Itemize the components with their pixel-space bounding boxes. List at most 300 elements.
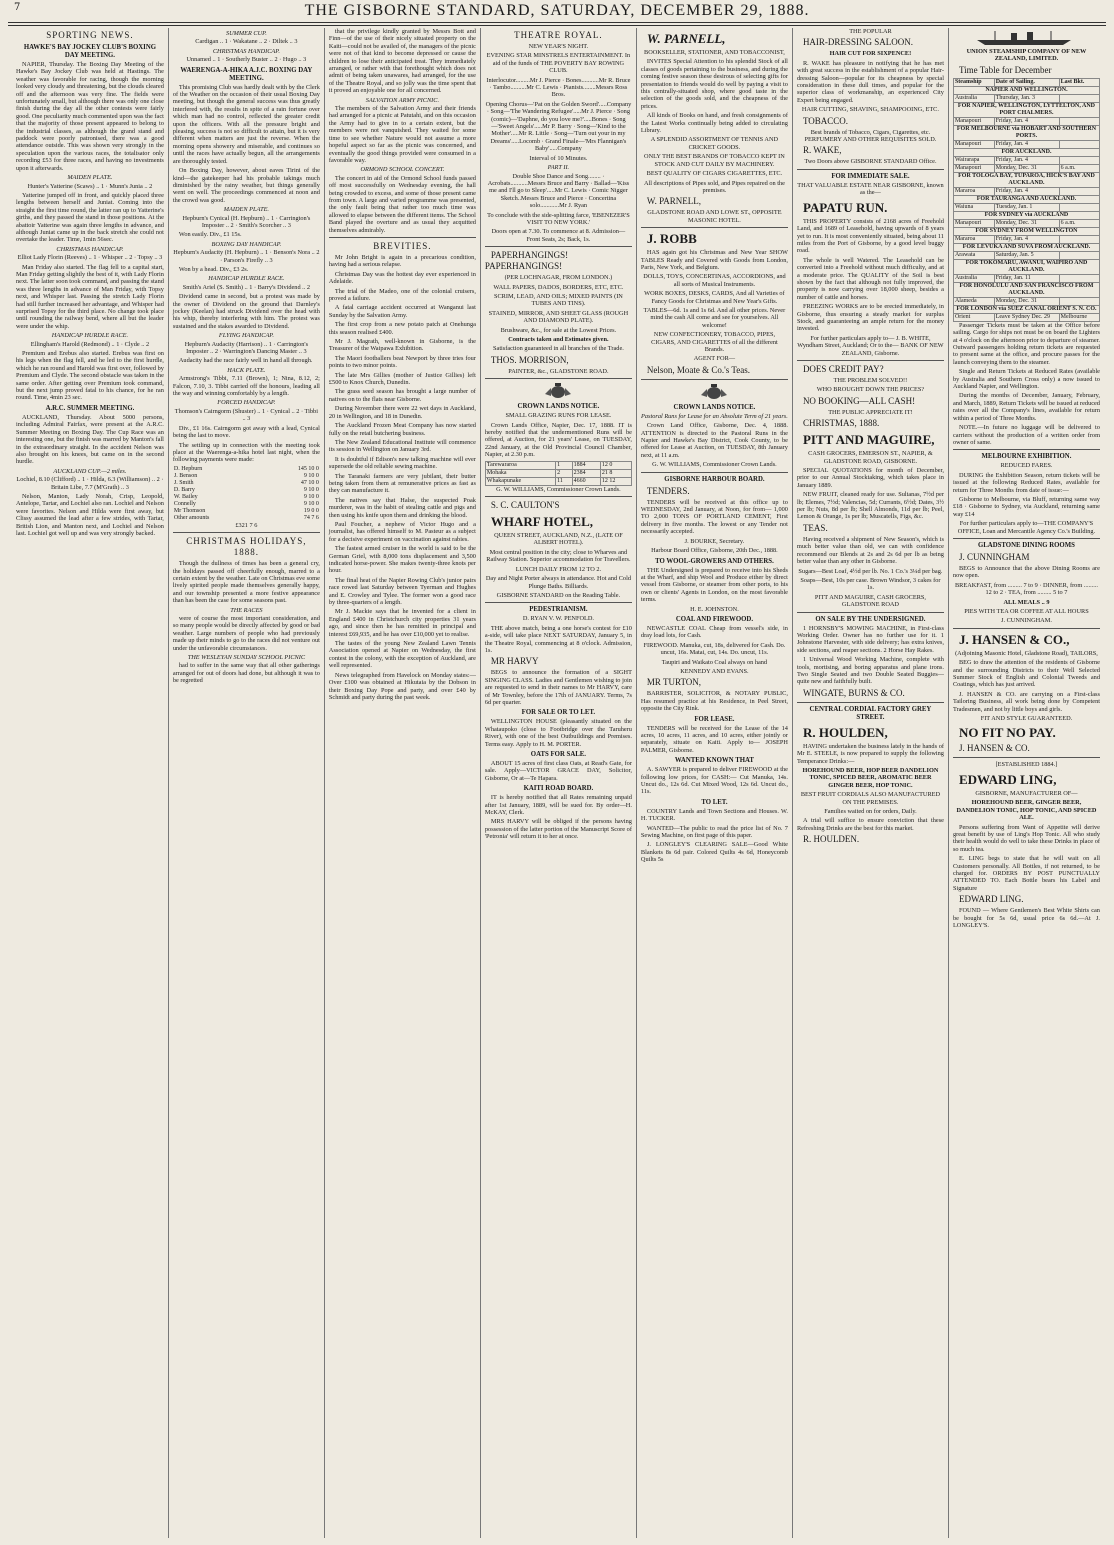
crown-lands-heading: CROWN LANDS NOTICE. — [517, 403, 600, 411]
forsale-heading: FOR SALE OR TO LET. — [521, 709, 596, 717]
timetable-route-row — [953, 102, 1099, 117]
amount-cell: 47 10 0 — [300, 479, 319, 486]
masthead-rule-2 — [8, 25, 1106, 26]
heading-arc-meeting: A.R.C. SUMMER MEETING. — [45, 404, 135, 412]
cordial-heading: CENTRAL CORDIAL FACTORY GREY STREET. — [809, 705, 932, 721]
article-text: had to suffer in the same way that all other gatherings arranged for out of doors had done, but although it was to be regretted — [172, 662, 320, 685]
timetable-text: Passenger Tickets must be taken at the Office before sailing. Cargo for ships not must be on board the Lighters at 4 o'clock on the afternoon prior to departure of steamer. Outward passengers holding return tickets are requested to present same at the office, and procure passes for the launch conveying them to the steamer. — [952, 321, 1100, 366]
timetable-header-row — [953, 78, 1099, 86]
timetable-row — [953, 313, 1099, 321]
houlden-text: HAVING undertaken the business lately in the hands of Mr E. STEELE, is now prepared to supply the following Temperance Drinks:— — [796, 742, 944, 765]
timetable-heading: Time Table for December — [958, 64, 1052, 75]
forsale-text: WELLINGTON HOUSE (pleasantly situated on the Whataupoko (close to Footbridge over the Taruheru River), with one of the best Outbuildings and Premises. Terms easy. Apply to H. M. PORTER. — [484, 718, 632, 748]
brevity-item: The tastes of the young New Zealand Lawn Tennis Association opened at Napier on Wednesday, the first contest in the colony, with the exception of Auckland, are well represented. — [328, 640, 476, 670]
brevity-item: Mr J. Magrath, well-known in Gisborne, is the Treasurer of the Waipawa Exhibition. — [328, 338, 476, 353]
wake-sign: R. WAKE, — [802, 145, 842, 156]
timetable-route: FOR TOKOMARU, AWANUI, WAIPIRO AND AUCKLAND. — [953, 259, 1099, 274]
timetable-route-row — [953, 243, 1099, 251]
melbourne-heading: MELBOURNE EXHIBITION. — [981, 453, 1072, 461]
timetable-route: FOR TAURANGA AND AUCKLAND. — [953, 195, 1099, 203]
pedestrianism-text: THE above match, being a one horse's contest for £10 a-side, will take place NEXT SATURDAY, January 5, in the Theatre Royal, commencing at 8 o'clock. Admission, 1s. — [484, 624, 632, 654]
hansen-sign: J. HANSEN & CO. — [958, 743, 1030, 754]
divider — [953, 449, 1100, 450]
longley-text: J. LONGLEY'S CLEARING SALE—Good White Blankets 8s 6d pair. Colored Quilts 4s 6d, Honeycomb Quilts 5s — [640, 841, 788, 864]
column-shipping — [948, 28, 1104, 1538]
harbour-text: TENDERS will be received at this office up to WEDNESDAY, 2nd January, at Noon, for from— 1,000 TO 2,000 TONS OF PORTLAND CEMENT, First delivery in five months. The lowest or any Tender not necessarily accepted. — [640, 498, 788, 536]
sale-sub: THAT VALUABLE ESTATE NEAR GISBORNE, known as the— — [797, 181, 944, 197]
papatu-text: FREEZING WORKS are to be erected immediately, in Gisborne, thus ensuring a steady market for surplus Stock, and guaranteeing an ample return for the money invested. — [796, 303, 944, 333]
robb-line: TABLES—6d. 1s and 1s 6d. And all other prices. Never mind the cash All come and see for yourselves. All welcome! — [643, 306, 786, 329]
timetable-cell: Manapouri — [953, 117, 994, 125]
timetable-cell: Orient — [953, 313, 994, 321]
timetable-cell: Monday, Dec. 31 — [994, 297, 1059, 305]
kaiti-text-2: MRS HARVY will be obliged if the persons having possession of the latter portion of the Manuscript Score of 'Petronia' will return it to her at once. — [484, 818, 632, 841]
crown-lands-heading: CROWN LANDS NOTICE. — [673, 403, 756, 411]
article-text: Audacity had the race fairly well in hand all through. — [178, 357, 313, 365]
cordials-line: BEST FRUIT CORDIALS ALSO MANUFACTURED ON THE PREMISES. — [800, 791, 941, 806]
ling-text: Persons suffering from Want of Appetite will derive great benefit by use of Ling's Hop Tonic. All who study their health would do well to take these Drinks in place of so much tea. — [952, 823, 1100, 853]
article-text: Won by a head. Div., £3 2s. — [178, 265, 249, 273]
popular-line: THE POPULAR — [849, 28, 892, 35]
column-theatre-notices — [480, 28, 636, 1538]
race-heading: FORCED HANDICAP. — [217, 399, 276, 407]
sixpence-line: HAIR CUT FOR SIXPENCE! — [829, 50, 912, 58]
heading-brevities: BREVITIES. — [373, 240, 432, 251]
race-heading: HANDICAP HURDLE RACE. — [51, 332, 129, 340]
theatre-date: NEW YEAR'S NIGHT. — [528, 43, 589, 50]
timetable-cell — [1059, 140, 1099, 148]
timetable-row — [953, 297, 1099, 305]
timetable-cell: Friday, Jan. 4 — [994, 140, 1059, 148]
payment-row — [173, 494, 320, 501]
section-heading: THE WESLEYAN SUNDAY SCHOOL PICNIC — [187, 654, 306, 661]
brevity-item: It is doubtful if Edison's new talking machine will ever supersede the old reliable sewing machine. — [328, 455, 476, 471]
column-wake-pitt — [792, 28, 948, 1538]
brevity-item: Paul Foucher, a nephew of Victor Hugo and a journalist, has offered himself to M. Pasteur as a subject for a decisive experiment on vaccination against rabies. — [328, 520, 476, 543]
amount-cell: 145 10 0 — [297, 465, 319, 472]
timetable-cell: Mararoa — [953, 235, 994, 243]
run-row — [485, 461, 631, 469]
payee-cell: W. Bailey — [173, 493, 198, 500]
wanted-text: A. SAWYER is prepared to deliver FIREWOOD at the following low prices, for CASH:— Cut Manuka, 14s. Uncut do., 12s 6d. Cut Mixed Wood, 12s 6d. Uncut do., 11s. — [640, 766, 788, 796]
race-result: Thomson's Cairngorm (Shuster) .. 1 · Cynical .. 2 · Tibbi .. 3 — [174, 407, 318, 423]
brevity-item: The Taranaki farmers are very jubilant, their butter being taken from them at remunerative prices as fast as they can manufacture it. — [328, 472, 476, 495]
timetable-cell: Monday, Dec. 31 — [994, 219, 1059, 227]
drinks-list: HOREHOUND BEER, HOP BEER DANDELION TONIC, SPICED BEER, AROMATIC BEER GINGER BEER, HOP TONIC. — [802, 767, 939, 789]
coal-heading: COAL AND FIREWOOD. — [675, 615, 754, 623]
divider — [953, 628, 1100, 629]
paperhangings-sub: (PER LOCHNAGAR, FROM LONDON.) — [504, 274, 613, 282]
saloon-heading: HAIR-DRESSING SALOON. — [802, 37, 913, 48]
timetable-row — [953, 140, 1099, 148]
timetable-cell: 6 a.m. — [1059, 219, 1099, 227]
parnell-text: All kinds of Books on hand, and fresh consignments of the Latest Works continually being added to circulating Library. — [640, 112, 788, 135]
timetable-route-row — [953, 227, 1099, 235]
race-heading: CHRISTMAS HANDICAP. — [212, 47, 280, 55]
teas-heading: TEAS. — [802, 522, 828, 533]
divider — [641, 227, 788, 228]
timetable-cell: 6 a.m. — [1059, 164, 1099, 172]
wanted-text-2: WANTED—The public to read the price list of No. 7 Sewing Machine, on first page of this paper. — [640, 824, 788, 840]
melbourne-sign: For further particulars apply to—THE COMPANY'S OFFICE, Loan and Mercantile Agency Co.'s Building. — [957, 520, 1096, 535]
payments-table — [173, 466, 320, 522]
ling-sign: EDWARD LING. — [958, 894, 1024, 905]
brevity-item: The fastest armed cruiser in the world is said to be the German Griel, with 8,000 tons displacement and 3,500 indicated horse-power. She makes twenty-three knots per hour. — [328, 545, 476, 575]
meal-times: BREAKFAST, from ......... 7 to 9 · DINNER, from ......... 12 to 2 · TEA, from ......... 5 to 7 — [954, 581, 1098, 597]
article-text: that the privilege kindly granted by Messrs Bott and Finn—of the use of their nicely situated property on the Kaiti—could not be availed of, the managers of the picnic were not of that kind to become depressed or cause the children to lose their anticipated treat. They immediately arranged, or rather with that forethought which does not admit of being taken unawares, had arranged, for the use of the Theatre Royal, and so jolly was the time spent that it proved an enjoyable one for all concerned. — [328, 28, 476, 95]
column-racing-holidays — [168, 28, 324, 1538]
timetable-route: FOR SYDNEY via AUCKLAND — [953, 211, 1099, 219]
payee-cell: Mr Thomson — [173, 507, 206, 514]
pitt-text: Having received a shipment of New Season's, which is much better value than old, we can with confidence recommend our Blends at 2s and 2s 6d per lb as being better value than any other in Gisborne. — [796, 535, 944, 566]
race-heading: MAIDEN PLATE. — [67, 174, 113, 182]
brevity-item: The Maori footballers beat Newport by three tries four points to two minor points. — [328, 354, 476, 370]
parnell-line: All descriptions of Pipes sold, and Pipes repaired on the premises. — [643, 179, 785, 194]
run-cell: 12 0 — [600, 461, 631, 469]
timetable-cell: Leave Sydney Dec. 29 — [994, 313, 1059, 321]
payee-cell: J. Benson — [173, 472, 198, 479]
amount-cell: 19 0 0 — [303, 507, 319, 514]
royal-crest-icon — [699, 383, 729, 401]
run-cell: 2 — [556, 469, 573, 477]
timetable-route-row — [953, 282, 1099, 297]
timetable-row — [953, 117, 1099, 125]
payee-cell: Other amounts — [173, 514, 210, 521]
column-brevities — [324, 28, 480, 1538]
credit-line: WHO BROUGHT DOWN THE PRICES? — [816, 386, 925, 394]
runs-table — [485, 461, 632, 486]
parnell-sign: W. PARNELL, — [646, 196, 702, 207]
pitt-text: NEW FRUIT, cleaned ready for use. Sultanas, 7½d per lb; Elemes, 7½d; Valencias, 5d; Currants, 6½d; Dates, 3½ per lb; Nuts, 8d per lb; Shell Almonds, 11d per lb; Peel, Lemon & Orange, 1s per lb; Muscatells, Figs, &c. — [796, 491, 944, 521]
article-text: Nelson, Manton, Lady Norah, Crisp, Leopold, Antelope, Tartar, and Lochiel also ran. Lochiel and Nelson were favorites. Nelson and Hilda were first away, but Clissy assumed the lead after a few strides, with Tartar, British Lion, and Manton next, and Lochiel and Nelson last. Lochiel got well up and was very strongly backed. — [16, 492, 164, 537]
wool-text: THE Undersigned is prepared to receive into his Sheds at the Wharf, and ship Wool and Produce either by direct vessel from Gisborne, or steamer from other ports, to his own or clients' Agents in London, on the most favorable terms. — [640, 566, 788, 604]
amount-cell: 74 7 6 — [303, 514, 319, 521]
wanted-heading: WANTED KNOWN THAT — [674, 757, 754, 765]
crown-lands-text: Crown Land Office, Gisborne, Dec. 4, 1888. ATTENTION is directed to the Pastoral Runs in the Napier and Hawke's Bay District, Cook County, to be offered for Lease at Auction, on TUESDAY, 8th January next, at 11 a.m. — [640, 422, 788, 459]
article-text: Div., £1 16s. Cairngorm got away with a lead, Cynical being the last to move. — [172, 424, 320, 440]
tobacco-heading: TOBACCO. — [802, 115, 849, 126]
timetable-route: FOR LEVUKA AND SUVA FROM AUCKLAND. — [953, 243, 1099, 251]
payment-row — [173, 487, 320, 494]
ling-name: EDWARD LING, — [958, 771, 1057, 787]
parnell-addr: GLADSTONE ROAD AND LOWE ST., OPPOSITE MASONIC HOTEL. — [647, 209, 782, 224]
pitt-line: Sugars—Best Loaf, 4½d per lb. No. 1 Co.'s 3¼d per bag. — [798, 567, 943, 575]
brevity-item: News telegraphed from Havelock on Monday states:—Over £100 was obtained at Hikutaia by the Dobson in their Boxing Day Pope and party, and over £40 by Schmidt and party during the past week. — [328, 671, 476, 701]
hansen-text: BEG to draw the attention of the residents of Gisborne and the surrounding Districts to their Well Selected Summer Stock of English and Colonial Tweeds and Coatings, which has just arrived. — [952, 659, 1100, 689]
race-result: Hunter's Yatterine (Scaws) .. 1 · Munn's Junia .. 2 — [27, 182, 153, 190]
timetable-row — [953, 156, 1099, 164]
ad-line: STAINED, MIRROR, AND SHEET GLASS (ROUGH AND DIAMOND PLATE). — [488, 309, 629, 325]
coal-text: NEWCASTLE COAL Cheap from vessel's side, in dray load lots, for Cash. — [640, 624, 788, 640]
kaiti-heading: KAITI ROAD BOARD. — [523, 785, 594, 793]
payments-total: £321 7 6 — [235, 521, 258, 529]
timetable-cell: Friday, Jan. 4 — [994, 156, 1059, 164]
article-text: On Boxing Day, however, about eaves Tirini of the kind—the gatekeeper had his probable takings much diminished by the rainy weather, but things generally went on well. The proceedings commenced at noon and the crowd was good. — [172, 167, 320, 204]
crown-lands-sub: SMALL GRAZING RUNS FOR LEASE. — [505, 412, 612, 420]
brevity-item: Mr John Bright is again in a precarious condition, having had a serious relapse. — [328, 253, 476, 269]
divider — [797, 360, 944, 361]
ling-sub: GISBORNE, MANUFACTURER OF— — [975, 789, 1078, 797]
crown-lands-sign: G. W. WILLIAMS, Commissioner Crown Lands. — [496, 485, 621, 493]
harbour-addr: Harbour Board Office, Gisborne, 20th Dec., 1888. — [651, 547, 778, 555]
divider — [485, 496, 632, 497]
run-cell: 1884 — [572, 461, 600, 469]
section-heading: THE RACES — [230, 606, 263, 614]
divider — [485, 602, 632, 603]
payment-row — [173, 466, 320, 473]
brevity-item: The Auckland Frozen Meat Company has now started fully on the retail butchering business. — [328, 422, 476, 437]
payment-row — [173, 473, 320, 480]
lunch-line: LUNCH DAILY FROM 12 TO 2. — [515, 565, 602, 573]
timetable-cell: Mararoa — [953, 187, 994, 195]
divider — [641, 379, 788, 380]
amount-cell: 9 10 0 — [303, 493, 319, 500]
timetable-table — [953, 78, 1100, 322]
divider — [641, 472, 788, 473]
oats-heading: OATS FOR SALE. — [530, 751, 587, 758]
timetable-cell — [1059, 235, 1099, 243]
papatu-sign: For further particulars apply to— J. B. WHITE, Wyndham Street, Auckland; Or to the— BANK OF NEW ZEALAND, Gisborne. — [797, 334, 944, 357]
timetable-row — [953, 187, 1099, 195]
harvey-text: BEGS to announce the formation of a SIGHT SINGING CLASS. Ladies and Gentlemen wishing to join are requested to send in their names to Mr HARVY, care of Mr Townley, before the 17th of JANUARY. Terms, 7s 6d per quarter. — [484, 669, 632, 706]
timetable-cell: Last Bkt. — [1059, 78, 1099, 86]
race-heading: SUMMER CUP. — [225, 30, 267, 37]
divider — [797, 612, 944, 613]
timetable-cell — [1059, 187, 1099, 195]
timetable-cell: Tuesday, Jan. 1 — [994, 203, 1059, 211]
harvey-heading: MR HARVY — [490, 656, 539, 667]
brevity-item: A fatal carriage accident occurred at Wanganui last Sunday by the Salvation Army. — [328, 304, 476, 319]
papatu-heading: PAPATU RUN. — [802, 199, 888, 215]
timetable-cell: Saturday, Jan. 5 — [994, 251, 1059, 259]
steamship-icon — [971, 30, 1081, 46]
payment-row — [173, 508, 320, 515]
melbourne-text: DURING the Exhibition Season, return tickets will be issued at the following Reduced Rates, available for return for Three Months from date of issue:— — [952, 471, 1100, 494]
hansen-text: J. HANSEN & CO. are carrying on a First-class Tailoring Business, all work being done by Competent Tradesmen, and not by little boys and girls. — [952, 690, 1100, 713]
melbourne-fares: Gisborne to Melbourne, via Bluff, returning same way £18 · Gisborne to Sydney, via Auckland, returning same way £14 — [952, 495, 1100, 518]
christmas-line: CHRISTMAS, 1888. — [802, 418, 880, 429]
oats-text: ABOUT 15 acres of first class Oats, at Read's Gate, for sale. Apply—VICTOR GRACE DAY, Solicitor, Gisborne, Or at—Te Hapara. — [484, 760, 632, 782]
amount-cell: 9 10 0 — [303, 486, 319, 493]
pitt-sub: CASH GROCERS, EMERSON ST., NAPIER, & GLADSTONE ROAD, GISBORNE. — [808, 450, 933, 465]
timetable-route: FOR TOLOGA BAY, TUPAROA, HICK'S BAY AND AUCKLAND. — [953, 172, 1099, 187]
brevity-item: During November there were 22 wet days in Auckland, 20 in Wellington, and 18 in Dunedin. — [328, 405, 476, 420]
papatu-text: The whole is well Watered. The Leasehold can be converted into a Freehold without much difficulty, and at a moderate price. The QUALITY of the Soil is best shown by the fact that although not fully improved, the property is now carrying over 18,000 sheep, besides a number of cattle and horses. — [796, 256, 944, 301]
timetable-cell: Steamship — [953, 78, 994, 86]
coal-sign: KENNEDY AND EVANS. — [680, 667, 749, 675]
heading-hawkes-bay: HAWKE'S BAY JOCKEY CLUB'S BOXING DAY MEETING. — [23, 44, 157, 59]
brevity-item: The New Zealand Educational Institute will commence its session in Wellington on January 3rd. — [328, 438, 476, 454]
timetable-row — [953, 164, 1099, 172]
wake-services: HAIR CUTTING, SHAVING, SHAMPOOING, ETC. — [801, 106, 939, 114]
run-cell: Mohaka — [485, 469, 555, 477]
timetable-cell — [1059, 94, 1099, 102]
lease-text: TENDERS will be received for the Lease of the 14 acres, 10 acres, 11 acres, and 10 acres, either jointly or separately, situate on Kaiti. Apply to— JOSEPH PALMER, Gisborne. — [640, 724, 788, 754]
heading-christmas-holidays: CHRISTMAS HOLIDAYS, 1888. — [186, 536, 307, 558]
timetable-cell: Australia — [953, 94, 994, 102]
harbour-heading: GISBORNE HARBOUR BOARD. — [664, 475, 765, 483]
run-cell: 11 — [556, 477, 573, 485]
morrison-sub: PAINTER, &c., GLADSTONE ROAD. — [508, 367, 609, 375]
article-text: Though the dullness of times has been a general cry, the holidays passed off cheerfully enough, marred to a certain extent by the weather. Late on Christmas eve some lively spirited people made themselves generally happy, and our township presented a more festive appearance than has been the case for some seasons past. — [172, 560, 320, 605]
robb-line: DOLLS, TOYS, CONCERTINAS, ACCORDIONS, and all sorts of Musical Instruments. — [643, 273, 786, 288]
section-heading: ORMOND SCHOOL CONCERT. — [360, 166, 445, 174]
timetable-cell — [1059, 156, 1099, 164]
timetable-cell: Manapouri — [953, 219, 994, 227]
found-text: FOUND — Where Gentlemen's Best White Shirts can be bought for 5s 6d, usual price 6s 6d.—At J. LONGLEY'S. — [952, 907, 1100, 929]
union-heading: UNION STEAMSHIP COMPANY OF NEW ZEALAND, LIMITED. — [966, 48, 1087, 63]
heading-waerenga-meeting: WAERENGA-A-HIKA A.J.C. BOXING DAY MEETING. — [180, 66, 313, 82]
article-text: Premium and Erebus also started. Erebus was first on his legs when the flag fell, and he led to the first hurdle, which he ran round and Harold was first over, followed by Premium and Clyde. The second obstacle was taken in the same order. After getting over Premium took command, but the next jump proved fatal to his chance, for he ran round. Time, 4min 23 sec. — [16, 350, 164, 402]
timetable-cell: Australia — [953, 274, 994, 282]
firewood-text: FIREWOOD. Manuka, cut, 18s, delivered for Cash. Do. uncut, 16s. Matai, cut, 14s. Do. uncut, 11s. — [643, 641, 786, 657]
sale2-heading: ON SALE BY THE UNDERSIGNED. — [815, 615, 926, 623]
timetable-route-row — [953, 211, 1099, 219]
article-text: This promising Club was hardly dealt with by the Clerk of the Weather on the occasion of their usual Boxing Day meeting, but though the general success was thus greatly interfered with, the results in spite of a rain fortune over which man had no control, reflected the greater credit upon the officers. With all the pressure bright and pleasing, success is not so difficult to attain, but it is very different when matters are just the reverse. When the morning opens showery and miserable, and continues so until the races have actually begun, all the arrangements are thoroughly tested. — [172, 83, 320, 165]
tenders-heading: TENDERS. — [646, 485, 690, 496]
robb-agent: AGENT FOR— — [693, 355, 736, 363]
parnell-text: INVITES Special Attention to his splendid Stock of all classes of goods pertaining to the business, and during the coming festive season these desirous of selecting gifts for presentation to friends would do well by paying a visit to this centrally-situated shop, where good taste in the selection of the goods sold, and the cheapness of the prices. — [640, 58, 788, 110]
timetable-route: NAPIER AND WELLINGTON. — [953, 86, 1099, 94]
papatu-text: THIS PROPERTY consists of 2168 acres of Freehold Land, and 1689 of Leasehold, having upwards of 8 years yet to run. It is most conveniently situated, being about 11 miles from the Port of Gisborne, by a good level buggy road. — [796, 217, 944, 255]
timetable-route: FOR HONOLULU AND SAN FRANCISCO FROM AUCKLAND. — [953, 282, 1099, 297]
theatre-finale: To conclude with the side-splitting farce, 'EBENEZER'S VISIT TO NEW YORK.' — [487, 211, 630, 226]
timetable-route: FOR AUCKLAND. — [953, 148, 1099, 156]
ling-products: HOREHOUND BEER, GINGER BEER, DANDELION TONIC, HOP TONIC, AND SPICED ALE. — [956, 799, 1097, 822]
hansen-name: J. HANSEN & CO., — [958, 631, 1070, 647]
race-heading: FLYING HANDICAP. — [218, 332, 274, 340]
timetable-route-row — [953, 172, 1099, 187]
divider — [329, 237, 476, 238]
pedestrianism-sub: D. RYAN V. W. PENFOLD. — [522, 615, 594, 623]
article-text: AUCKLAND, Thursday. About 5000 persons, including Admiral Fairfax, were present at the A.R.C. Summer Meeting on Boxing Day. The Cup Race was an interesting one, but the finish was marred by Manton's fall in the extraordinary straight. In the accident Nelson was also brought on his knees, but came on in the second hurdle. — [16, 413, 164, 466]
robb-name: J. ROBB — [646, 231, 697, 247]
brevity-item: Christmas Day was the hottest day ever experienced in Adelaide. — [328, 270, 476, 286]
run-cell: 2384 — [572, 469, 600, 477]
timetable-cell: Friday, Jan. 4 — [994, 235, 1059, 243]
nofit-line: NO FIT NO PAY. — [958, 725, 1056, 741]
timetable-route-row — [953, 305, 1099, 313]
brevity-item: The natives say that Halse, the suspected Poak murderer, was in the habit of stealing cattle and pigs and then using his knife upon them and drinking the blood. — [328, 496, 476, 519]
harbour-sign: J. BOURKE, Secretary. — [684, 537, 745, 545]
kaiti-text: IT is hereby notified that all Rates remaining unpaid after 1st January, 1889, will be sued for. By order—H. McKAY, Clerk. — [484, 794, 632, 817]
wake-text: R. WAKE has pleasure in notifying that he has met with great success in the establishment of a popular Hair-dressing Saloon—popular for its cheapness by special consideration in these dull times, and popular for the superior class of workmanship, an experienced City Expert being engaged. — [796, 59, 944, 104]
timetable-route-row — [953, 259, 1099, 274]
race-heading: BOXING DAY HANDICAP. — [211, 240, 282, 248]
fit-line: FIT AND STYLE GUARANTEED. — [980, 715, 1073, 723]
robb-text: HAS again got his Christmas and New Year SHOW TABLES Ready and Covered with Goods from London, Paris, New York, and Belgium. — [640, 249, 788, 271]
brevity-item: The grass seed season has brought a large number of natives on to the flats near Gisborne. — [328, 388, 476, 403]
caulton-heading: S. C. CAULTON'S — [490, 500, 560, 511]
timetable-cell — [1059, 117, 1099, 125]
timetable-cell: Melbourne — [1059, 313, 1099, 321]
payment-row — [173, 501, 320, 508]
run-cell: Whakapunake — [485, 477, 555, 485]
divider — [953, 757, 1100, 758]
ad-line: SCRIM, LEAD, AND OILS; MIXED PAINTS (IN TUBES AND TINS). — [493, 292, 623, 308]
article-text: Yatterine jumped off in front, and quickly placed three lengths between herself and Juniat. Coming into the straight the first time round, the latter ran up to Yatterine's girths, and they passed the stand in those positions. At the abattoir Yatterine was again three lengths in advance, and although Juniat came up in the back stretch she could not overtake the leader. Time, 1min 56sec. — [16, 191, 164, 244]
article-text: Dividend came in second, but a protest was made by the owner of Dividend on the ground that Darnley's jockey (Keelan) had struck Dividend over the head with his whip, thereby interfering with him. The protest was sustained and the stakes awarded to Dividend. — [172, 293, 320, 330]
established-line: [ESTABLISHED 1884.] — [995, 761, 1058, 769]
article-text: Armstrong's Tibbi, 7.11 (Brown), 1; Nina, 8.12, 2; Falcon, 7.10, 3. Tibbi carried off the honours, leading all the way and winning comfortably by a length. — [172, 375, 320, 398]
timetable-row — [953, 274, 1099, 282]
masthead-title: THE GISBORNE STANDARD, SATURDAY, DECEMBER 29, 1888. — [304, 2, 810, 19]
timetable-row — [953, 219, 1099, 227]
wool-heading: TO WOOL-GROWERS AND OTHERS. — [655, 557, 774, 565]
article-text: Won easily. Div., £1 15s. — [178, 231, 242, 239]
article-text: The concert in aid of the Ormond School funds passed off most successfully on Wednesday evening, the hall being crowded to excess, and some of those present came from town. A large and varied programme was presented, the only fault being that rather too much time was allowed to elapse between the different items. The School Band played the overture and as usual they acquitted themselves admirably. — [328, 174, 476, 234]
brevity-item: The late Mrs Gillies (mother of Justice Gillies) left £500 to Knox Church, Dunedin. — [328, 371, 476, 387]
trial-text: A trial will suffice to ensure conviction that these Refreshing Drinks are the best for this market. — [796, 817, 944, 832]
article-text: were of course the most important consideration, and so many people would be directly affected by good or bad weather. Large numbers of people who had previously made up their minds to go to the races did not venture out under the unfavorable circumstances. — [172, 614, 320, 652]
brevity-item: The final heat of the Napier Rowing Club's junior pairs race rowed last Saturday between Tyerman and Hughes and E. Crowley and Tylee. The former won a good race by three-quarters of a length. — [328, 576, 476, 607]
coal-tail: Taupiri and Waikato Coal always on hand — [661, 658, 768, 666]
credit-line: THE PUBLIC APPRECIATE IT! — [828, 408, 913, 416]
timetable-cell: Monday, Dec. 31 — [994, 164, 1059, 172]
houlden-name: R. HOULDEN, — [802, 724, 888, 740]
wharf-hotel-name: WHARF HOTEL, — [490, 514, 593, 530]
amount-cell: 9 10 0 — [303, 472, 319, 479]
payee-cell: D. Barry — [173, 486, 195, 493]
melbourne-sub: REDUCED FARES. — [1000, 462, 1053, 470]
run-cell: Tarewararoa — [485, 461, 555, 469]
hansen-sub: (Adjoining Masonic Hotel, Gladstone Road), TAILORS, — [955, 649, 1098, 657]
run-row — [485, 477, 631, 485]
morrison-name: THOS. MORRISON, — [490, 354, 569, 365]
race-result: Hepburn's Cynical (H. Hepburn) .. 1 · Carrington's Imposter .. 2 · Smith's Scorcher .. 3 — [182, 214, 311, 229]
pies-line: PIES WITH TEA OR COFFEE AT ALL HOURS — [964, 608, 1089, 615]
timetable-cell: Friday, Jan. 4 — [994, 187, 1059, 195]
ad-line: Brushware, &c., for sale at the Lowest Prices. — [500, 326, 617, 334]
timetable-cell — [1059, 251, 1099, 259]
article-text: The members of the Salvation Army and their friends had arranged for a picnic at Patutahi, and on this occasion the Army had to give in to a certain extent, but the members were not vanquished. They waited for some time to see whether Nature would not assume a more hopeful aspect so far as the picnic was concerned, and eventually the good things provided were consumed in a favorable way. — [328, 105, 476, 164]
sale-heading: FOR IMMEDIATE SALE. — [831, 172, 910, 180]
theatre-part2-heading: PART II. — [547, 164, 570, 172]
theatre-interval: Interval of 10 Minutes. — [529, 154, 588, 162]
pitt-line: Soaps—Best, 10s per case. Brown Windsor, 3 cakes for 1s. — [800, 576, 941, 592]
ad-line: Contracts taken and Estimates given. — [508, 336, 609, 343]
brevity-item: Mr J. Mackie says that he invented for a client in England £400 in Christchurch city properties 31 years ago, and since then he has remitted in principal and interest £69,935, and he has over £10,000 yet to realise. — [328, 608, 476, 638]
parnell-line: ONLY THE BEST BRANDS OF TOBACCO KEPT IN STOCK AND CUT DAILY BY MACHINERY. — [644, 153, 785, 168]
masthead-rule — [8, 22, 1106, 23]
race-heading: CHRISTMAS HANDICAP. — [56, 245, 124, 253]
sale2-text: 1 HORNSBY'S MOWING MACHINE, in First-class Working Order. Owner has no further use for it. 1 Johnstone Harvester, with side delivery; has extra knives, side sections, and reaper sections. 2 Horse Hay Rakes. — [796, 624, 944, 654]
paperhangings-heading: PAPERHANGINGS! PAPERHANGINGS! — [484, 250, 569, 272]
orders-line: Families waited on for orders, Daily. — [824, 808, 917, 816]
section-heading: SALVATION ARMY PICNIC. — [365, 96, 440, 104]
page-number: 7 — [14, 2, 21, 13]
tobacco-text: Best brands of Tobacco, Cigars, Cigarettes, etc. PERFUMERY AND OTHER REQUISITES SOLD. — [804, 128, 937, 144]
divider — [485, 246, 632, 247]
wake-addr: Two Doors above GISBORNE STANDARD Office. — [804, 158, 937, 166]
race-result: Elliot Lady Florin (Reeves) .. 1 · Whisper .. 2 · Topsy .. 3 — [17, 254, 163, 262]
timetable-route: FOR SYDNEY FROM WELLINGTON — [953, 227, 1099, 235]
credit-line: THE PROBLEM SOLVED!! — [833, 377, 908, 384]
royal-crest-icon — [543, 382, 573, 400]
race-result: Smith's Ariel (S. Smith) .. 1 · Barry's Dividend .. 2 — [182, 283, 311, 291]
timetable-cell: Wairarapa — [953, 156, 994, 164]
houlden-sign: R. HOULDEN. — [802, 834, 860, 845]
timetable-note: NOTE.—In future no luggage will be delivered to carriers without the production of a written order from owner of same. — [952, 424, 1100, 446]
timetable-row — [953, 251, 1099, 259]
payment-row — [173, 480, 320, 487]
payee-cell: J. Smith — [173, 479, 194, 486]
timetable-route-row — [953, 86, 1099, 94]
divider — [797, 169, 944, 170]
timetable-cell: Friday, Jan. 11 — [994, 274, 1059, 282]
lease-heading: FOR LEASE. — [694, 715, 735, 723]
timetable-cell — [1059, 297, 1099, 305]
